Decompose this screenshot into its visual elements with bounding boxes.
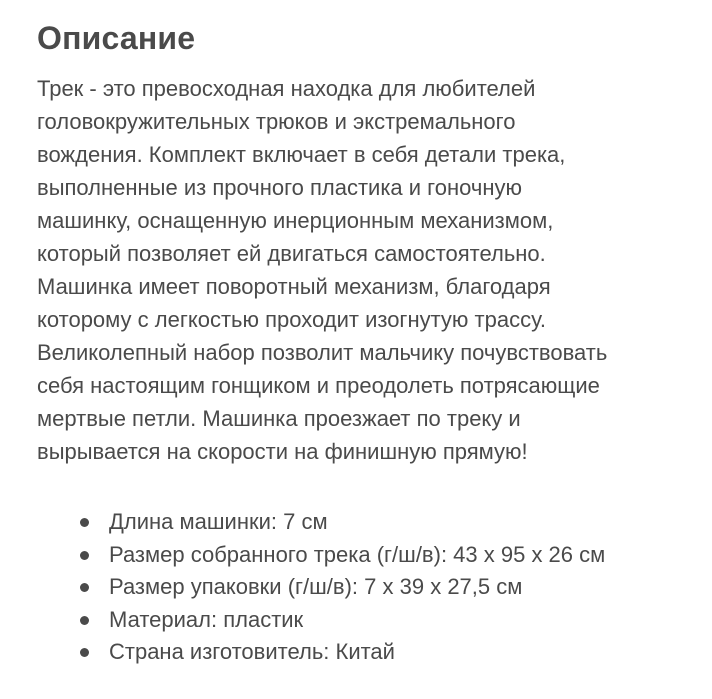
description-line: себя настоящим гонщиком и преодолеть потрясающие [37,373,600,398]
spec-item-material [37,604,697,637]
spec-item-track-size [37,539,697,572]
spec-text: Размер собранного трека (г/ш/в): 43 х 95 х 26 см [109,541,606,567]
description-text [37,72,697,468]
description-line: вождения. Комплект включает в себя детали трека, [37,142,566,167]
description-line: вырывается на скорости на финишную прямую! [37,439,528,464]
description-line: головокружительных трюков и экстремального [37,109,516,134]
description-line: машинку, оснащенную инерционным механизмом, [37,208,554,233]
section-title: Описание [37,20,196,56]
description-line: который позволяет ей двигаться самостоятельно. [37,241,546,266]
spec-item-country [37,636,697,669]
bullet-icon [80,518,89,527]
spec-item-package-size [37,571,697,604]
description-line: Машинка имеет поворотный механизм, благодаря [37,274,551,299]
description-line: выполненные из прочного пластика и гоночную [37,175,522,200]
bullet-icon [80,583,89,592]
spec-text: Размер упаковки (г/ш/в): 7 х 39 х 27,5 см [109,574,523,599]
description-line: Великолепный набор позволит мальчику почувствовать [37,340,608,365]
bullet-icon [80,648,89,657]
description-line: Трек - это превосходная находка для любителей [37,76,536,101]
description-line: которому с легкостью проходит изогнутую трассу. [37,307,546,332]
spec-text: Длина машинки: 7 см [109,509,328,534]
product-description-section [37,16,697,669]
bullet-icon [80,551,89,560]
spec-item-car-length [37,506,697,539]
spec-text: Материал: пластик [109,606,304,632]
spec-text: Страна изготовитель: Китай [109,639,395,664]
specs-list [37,506,697,669]
bullet-icon [80,616,89,625]
description-line: мертвые петли. Машинка проезжает по треку и [37,406,521,431]
